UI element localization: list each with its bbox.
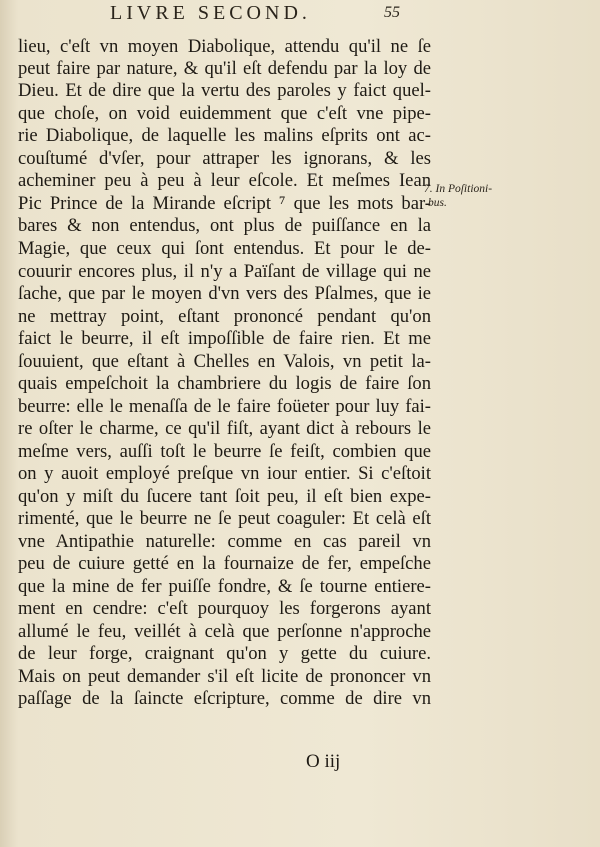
text-line: ſache, que par le moyen d'vn vers des Pſalmes, que ie bbox=[18, 283, 431, 304]
text-line: que la mine de fer puiſſe fondre, & ſe tourne entiere- bbox=[18, 576, 431, 597]
text-line: bares & non entendus, ont plus de puiſſance en la bbox=[18, 215, 431, 236]
text-line: meſme vers, auſſi toſt le beurre ſe feiſt, combien que bbox=[18, 441, 431, 462]
text-line: ment en cendre: c'eſt pourquoy les forgerons ayant bbox=[18, 598, 431, 619]
text-line: peu de cuiure getté en la fournaize de fer, empeſche bbox=[18, 553, 431, 574]
text-line: Dieu. Et de dire que la vertu des paroles y faict quel- bbox=[18, 80, 431, 101]
marginal-note-line: 7. In Poſitioni- bbox=[424, 183, 493, 195]
text-line: Mais on peut demander s'il eſt licite de prononcer vn bbox=[18, 666, 431, 687]
text-line: allumé le feu, veillét à celà que perſonne n'approche bbox=[18, 621, 431, 642]
marginal-note-line: bus. bbox=[428, 197, 447, 209]
text-line: lieu, c'eſt vn moyen Diabolique, attendu qu'il ne ſe bbox=[18, 36, 431, 57]
running-head: LIVRE SECOND. bbox=[110, 2, 311, 24]
text-line: couſtumé d'vſer, pour attraper les ignorans, & les bbox=[18, 148, 431, 169]
text-line: acheminer peu à peu à leur eſcole. Et meſmes Iean bbox=[18, 170, 431, 191]
text-line: ne mettray point, eſtant prononcé pendant qu'on bbox=[18, 306, 431, 327]
text-line: on y auoit employé preſque vn iour entier. Si c'eſtoit bbox=[18, 463, 431, 484]
text-line: faict le beurre, il eſt impoſſible de faire rien. Et me bbox=[18, 328, 431, 349]
text-line: que choſe, on void euidemment que c'eſt vne pipe- bbox=[18, 103, 431, 124]
page-number: 55 bbox=[384, 4, 400, 21]
text-line: paſſage de la ſaincte eſcripture, comme de dire vn bbox=[18, 688, 431, 709]
text-line: beurre: elle le menaſſa de le faire foüeter pour luy fai- bbox=[18, 396, 431, 417]
text-line: ſouuient, que eſtant à Chelles en Valois, vn petit la- bbox=[18, 351, 431, 372]
text-line: Magie, que ceux qui ſont entendus. Et pour le de- bbox=[18, 238, 431, 259]
text-line: rie Diabolique, de laquelle les malins eſprits ont ac- bbox=[18, 125, 431, 146]
text-line: vne Antipathie naturelle: comme en cas pareil vn bbox=[18, 531, 431, 552]
text-line: couurir encores plus, il n'y a Païſant de village qui ne bbox=[18, 261, 431, 282]
marginal-note bbox=[424, 182, 516, 210]
text-line: re oſter le charme, ce qu'il fiſt, ayant dict à rebours le bbox=[18, 418, 431, 439]
text-line: rimenté, que le beurre ne ſe peut coaguler: Et celà eſt bbox=[18, 508, 431, 529]
text-line: Pic Prince de la Mirande eſcript ⁷ que les mots bar- bbox=[18, 193, 431, 214]
text-line: de leur forge, craignant qu'on y gette du cuiure. bbox=[18, 643, 431, 664]
text-line: peut faire par nature, & qu'il eſt defendu par la loy de bbox=[18, 58, 431, 79]
text-line: quais empeſchoit la chambriere du logis de faire ſon bbox=[18, 373, 431, 394]
text-line: qu'on y miſt du ſucere tant ſoit peu, il eſt bien expe- bbox=[18, 486, 431, 507]
signature-mark: O iij bbox=[306, 751, 341, 772]
